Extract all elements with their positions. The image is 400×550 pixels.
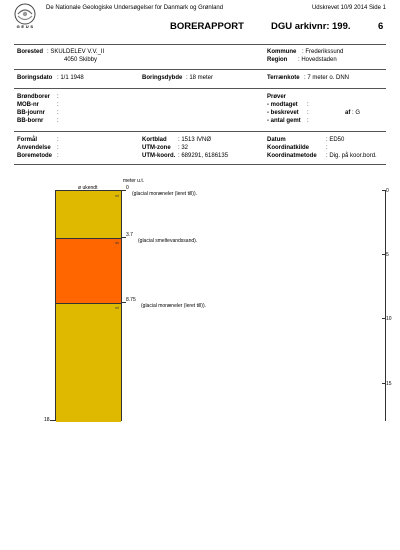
af-value: : G [352,110,361,116]
datum-label-0: Datum [267,137,286,143]
owner-label-1: MOB-nr [17,102,39,108]
region-label: Region [267,57,288,63]
datum-label-1: Koordinatkilde [267,145,310,151]
owner-value-3: : [57,118,59,124]
terrain-value: : 7 meter o. DNN [304,75,350,81]
datum-value-0: : ED50 [326,137,345,143]
logo-text: G E U S [16,24,34,29]
date-value: : 1/1 1948 [57,75,84,81]
bottom-depth-label: 18 [44,417,50,423]
coords-value-1: : 32 [178,145,189,151]
coords-label-1: UTM-zone [142,145,171,151]
samples-title: Prøver [267,94,287,100]
coords-value-2: : 689291, 6186135 [178,153,229,159]
archive-label: DGU arkivnr: [271,21,330,32]
kommune-value: : Frederikssund [302,49,344,55]
borested-value: : SKULDELEV V.V._II [47,49,105,55]
scale-tick-label-1: 5 [386,252,389,259]
scale-tick-label-3: 15 [386,380,392,387]
samples-value-1: : [307,110,309,116]
scale-tick-label-0: 0 [386,188,389,194]
purpose-value-0: : [57,137,59,143]
datum-label-2: Koordinatmetode [267,153,317,159]
coords-label-0: Kortblad [142,137,167,143]
purpose-label-0: Formål [17,137,38,143]
layer-top-depth-2: 8.75 [126,297,136,304]
purpose-label-2: Boremetode [17,153,53,159]
af-label: af [345,110,351,116]
coords-value-0: : 1513 IVNØ [178,137,212,143]
owner-label-3: BB-bornr [17,118,44,124]
purpose-label-1: Anvendelse [17,145,51,151]
terrain-label: Terrænkote [267,75,300,81]
layer-top-depth-0: 0 [126,185,129,191]
samples-value-2: : [307,118,309,124]
depth-header: meter u.t. [123,178,145,184]
address-value: 4050 Skibby [64,57,98,63]
scale-tick-0 [382,190,385,191]
purpose-value-2: : [57,153,59,159]
samples-label-1: - beskrevet [267,110,299,116]
layer-code-1: ds [115,241,119,246]
samples-value-0: : [307,102,309,108]
layer-top-depth-1: 3.7 [126,232,133,239]
region-value: : Hovedstaden [298,57,337,63]
page-title: BORERAPPORT [170,21,244,32]
org-name: De Nationale Geologiske Undersøgelser for Danmark og Grønland [46,5,224,11]
coords-label-2: UTM-koord. [142,153,176,159]
datum-value-1: : [326,145,328,151]
date-label: Boringsdato [17,75,53,81]
owner-value-2: : [57,110,59,116]
samples-label-2: - antal gemt [267,118,301,124]
kommune-label: Kommune [267,49,297,55]
layer-description-1: (glacial smeltevandssand). [138,238,198,245]
owner-value-1: : [57,102,59,108]
archive-value: 199. [332,21,351,32]
samples-label-0: - modtaget [267,102,298,108]
purpose-value-1: : [57,145,59,151]
layer-description-2: (glacial moræneler (leret till)). [141,303,207,310]
print-info: Udskrevet 10/9 2014 Side 1 [311,5,386,11]
scale-tick-2 [382,318,385,319]
scale-tick-1 [382,254,385,255]
depth-label: Boringsdybde [142,75,183,81]
owner-label-2: BB-journr [17,110,45,116]
layer-code-0: ml [115,194,119,198]
layer-description-0: (glacial moræneler (leret till)). [132,191,198,197]
datum-value-2: : Dig. på koor.bord. [326,153,377,159]
borested-label: Borested [17,49,44,55]
scale-tick-3 [382,383,385,384]
owner-label-0: Brøndborer [17,94,50,100]
depth-value: : 18 meter [186,75,214,81]
scale-tick-label-2: 10 [386,316,392,323]
archive-suffix: 6 [378,21,384,32]
layer-code-2: ml [115,306,119,311]
column-header: ø ukendt [78,185,98,191]
owner-value-0: : [57,94,59,100]
